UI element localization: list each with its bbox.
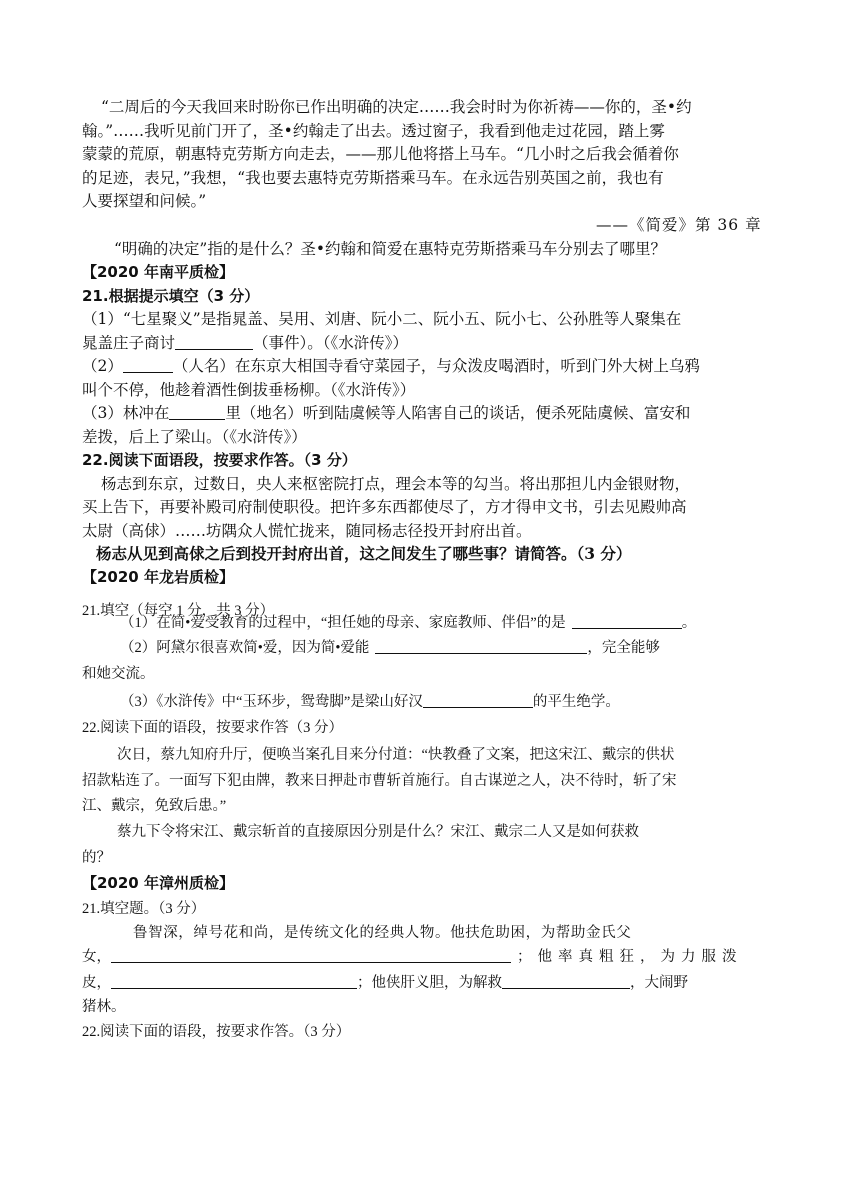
longyan-q22-title: 22.阅读下面的语段，按要求作答（3 分） — [82, 720, 343, 736]
section-header-zhangzhou: 【2020 年漳州质检】 — [82, 874, 234, 892]
longyan-q21-1 — [120, 612, 696, 634]
zhangzhou-q21-title: 21.填空题。（3 分） — [82, 901, 206, 917]
text: （1）在简•爱受教育的过程中，“担任她的母亲、家庭教师、伴侣”的是 — [120, 615, 566, 631]
nanping-q22-para-line3: 太尉（高俅）……坊隅众人慌忙拢来，随同杨志径投开封府出首。 — [82, 522, 532, 540]
section-header-nanping: 【2020 年南平质检】 — [82, 263, 234, 281]
zhangzhou-q22-title: 22.阅读下面的语段，按要求作答。（3 分） — [82, 1024, 351, 1040]
nanping-q22-para-line1: 杨志到东京，过数日，央人来枢密院打点，理会本等的勾当。将出那担儿内金银财物， — [101, 475, 691, 493]
passage-line-2: 翰。”……我听见前门开了，圣•约翰走了出去。透过窗子，我看到他走过花园，踏上雾 — [82, 122, 665, 140]
passage-citation: ——《简爱》第 36 章 — [596, 216, 762, 234]
text: 晁盖庄子商讨 — [82, 334, 176, 352]
answer-blank[interactable] — [502, 972, 630, 989]
passage-line-3: 蒙蒙的荒原，朝惠特克劳斯方向走去，——那儿他将搭上马车。“几小时之后我会循着你 — [82, 145, 679, 163]
text: （人名）在东京大相国寺看守菜园子，与众泼皮喝酒时，听到门外大树上乌鸦 — [172, 357, 700, 375]
longyan-q21-2 — [120, 637, 660, 659]
longyan-q22-question-line1: 蔡九下令将宋江、戴宗斩首的直接原因分别是什么？宋江、戴宗二人又是如何获救 — [117, 824, 639, 840]
passage-line-4: 的足迹，表兄，”我想，“我也要去惠特克劳斯搭乘马车。在永远告别英国之前，我也有 — [82, 169, 664, 187]
passage-line-5: 人要探望和问候。” — [82, 192, 207, 210]
text: 里（地名）听到陆虞候等人陷害自己的谈话，便杀死陆虞候、富安和 — [225, 404, 691, 422]
longyan-q22-para-line1: 次日，蔡九知府升厅，便唤当案孔目来分付道：“快教叠了文案，把这宋江、戴宗的供状 — [117, 747, 675, 763]
zhangzhou-q21-line1: 鲁智深，绰号花和尚，是传统文化的经典人物。他扶危助困，为帮助金氏父 — [133, 925, 632, 941]
zhangzhou-q21-line2 — [82, 946, 743, 968]
nanping-q21-1-line2 — [82, 332, 408, 354]
text: 皮， — [82, 975, 111, 991]
text: （2）阿黛尔很喜欢简•爱，因为简•爱能 — [120, 640, 370, 656]
text: （3）林冲在 — [82, 404, 170, 422]
longyan-q22-para-line2: 招款粘连了。一面写下犯由牌，教来日押赴市曹斩首施行。自古谋逆之人，决不待时，斩了宋 — [82, 773, 677, 789]
zhangzhou-q21-line4: 猪林。 — [82, 999, 126, 1015]
nanping-q21-2-line2: 叫个不停，他趁着酒性倒拔垂杨柳。（《水浒传》） — [82, 381, 416, 399]
text: ，完全能够 — [587, 640, 660, 656]
nanping-q21-2-line1 — [82, 355, 700, 377]
answer-blank[interactable] — [572, 612, 682, 629]
passage-line-1: “二周后的今天我回来时盼你已作出明确的决定……我会时时为你祈祷——你的，圣•约 — [101, 98, 692, 116]
nanping-q21-1-line1: （1）“七星聚义”是指晁盖、吴用、刘唐、阮小二、阮小五、阮小七、公孙胜等人聚集在 — [82, 310, 682, 328]
text: （3）《水浒传》中“玉环步，鸳鸯脚”是梁山好汉 — [120, 694, 423, 710]
nanping-q21-3-line2: 差拨，后上了梁山。（《水浒传》） — [82, 428, 307, 446]
nanping-q22-para-line2: 买上告下，再要补殿司府制使职役。把许多东西都使尽了，方才得申文书，引去见殿帅高 — [82, 498, 687, 516]
answer-blank[interactable] — [175, 333, 253, 350]
nanping-q21-title: 21.根据提示填空（3 分） — [82, 287, 260, 305]
text: 女， — [82, 949, 111, 965]
passage-question: “明确的决定”指的是什么？圣•约翰和简爱在惠特克劳斯搭乘马车分别去了哪里？ — [114, 240, 666, 258]
nanping-q22-question: 杨志从见到高俅之后到投开封府出首，这之间发生了哪些事？请简答。（3 分） — [96, 544, 632, 563]
text: 的平生绝学。 — [532, 694, 620, 710]
longyan-q22-question-line2: 的？ — [82, 850, 111, 866]
nanping-q21-3-line1 — [82, 402, 690, 424]
section-header-longyan: 【2020 年龙岩质检】 — [82, 568, 234, 586]
answer-blank[interactable] — [111, 946, 511, 963]
text: 。 — [681, 615, 697, 631]
longyan-q22-para-line3: 江、戴宗，免致后患。” — [82, 798, 227, 814]
text: （2） — [82, 357, 123, 375]
text: ；他率真粗狂，为力服泼 — [517, 949, 743, 965]
text: ，大闹野 — [630, 975, 688, 991]
text: （事件）。（《水浒传》） — [253, 334, 409, 352]
zhangzhou-q21-line3 — [82, 972, 688, 994]
text: ；他侠肝义胆，为解救 — [357, 975, 502, 991]
answer-blank[interactable] — [169, 403, 225, 420]
answer-blank[interactable] — [423, 691, 533, 708]
longyan-q21-title: 21.填空（每空 1 分，共 3 分） — [82, 603, 275, 619]
answer-blank[interactable] — [123, 356, 173, 373]
answer-blank[interactable] — [375, 637, 587, 654]
nanping-q22-title: 22.阅读下面语段，按要求作答。（3 分） — [82, 451, 357, 469]
longyan-q21-2-line2: 和她交流。 — [82, 666, 155, 682]
longyan-q21-3 — [120, 691, 620, 713]
answer-blank[interactable] — [111, 972, 357, 989]
